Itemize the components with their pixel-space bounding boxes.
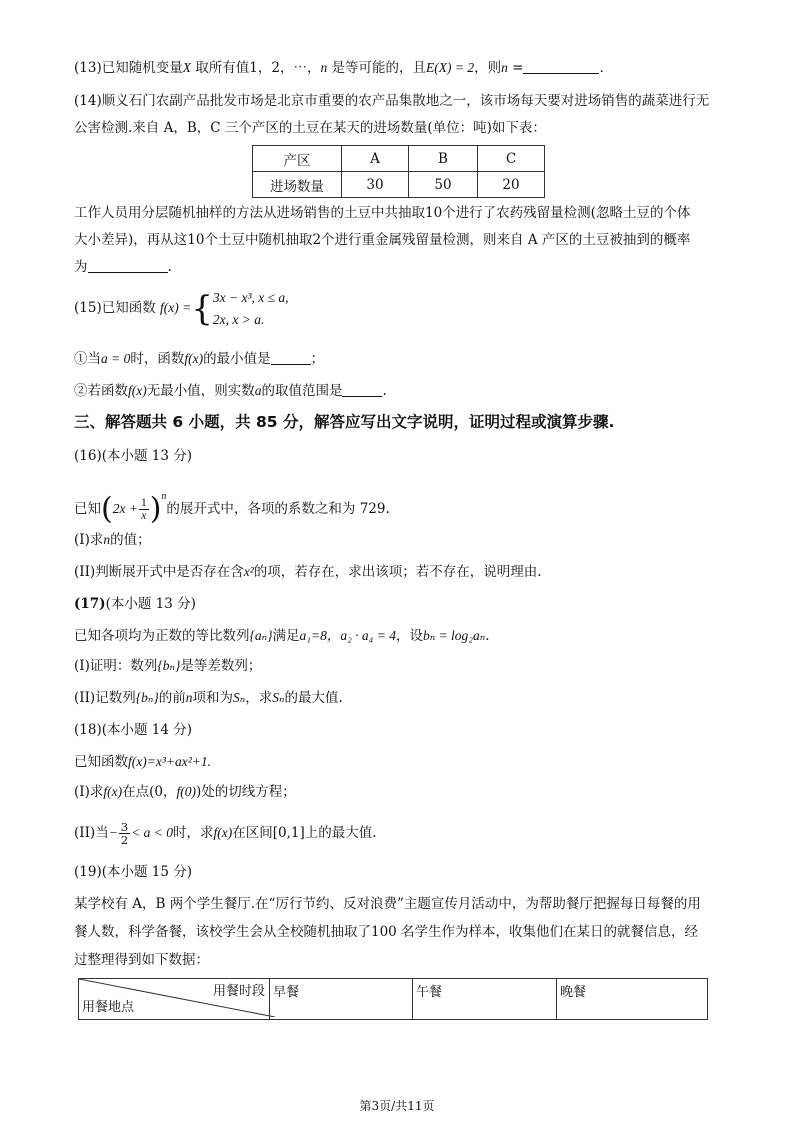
dining-table	[78, 978, 708, 1020]
q18-text: 已知函数	[74, 754, 128, 770]
q18-function: f(x)	[103, 784, 123, 799]
q17-text: ，设	[395, 628, 423, 644]
q18-text: 在点(0，	[122, 784, 177, 800]
q16-term: x²	[243, 564, 254, 579]
q15-text: ；	[310, 351, 325, 367]
q17-text: 已知各项均为正数的等比数列	[74, 628, 250, 644]
section-heading: 三、解答题共 6 小题，共 85 分，解答应写出文字说明，证明过程或演算步骤.	[74, 413, 615, 431]
table-cell: 50	[409, 172, 478, 198]
q16-text: 的项，若存在，求出该项；若不存在，说明理由.	[253, 564, 542, 580]
table-header-cell: 早餐	[270, 979, 413, 1020]
q15-function: f(x)	[184, 351, 204, 366]
question-18-part-1	[74, 782, 296, 802]
q16-text: (II)判断展开式中是否存在含	[74, 564, 244, 580]
question-16-statement	[74, 480, 390, 526]
q13-period: .	[599, 60, 604, 76]
right-paren-icon: )	[149, 491, 162, 527]
table-header-cell: A	[342, 146, 409, 172]
q18-text: )处的切线方程；	[195, 784, 296, 800]
q15-function: f(x)	[128, 383, 147, 398]
table-cell: 30	[342, 172, 409, 198]
q16-fraction	[139, 497, 149, 522]
q15-text: 的取值范围是	[261, 383, 343, 399]
q15-text: 的最小值是	[203, 351, 271, 367]
q15-condition: a = 0	[101, 351, 131, 366]
question-18-part-2	[74, 816, 377, 850]
q15-text: 时，函数	[130, 351, 185, 367]
q17-score: (本小题 13 分)	[105, 596, 196, 612]
question-15	[74, 286, 289, 331]
q14-period: .	[167, 259, 172, 275]
question-14-line-3: 工作人员用分层随机抽样的方法从进场销售的土豆中共抽取10个进行了农药残留量检测(忽略土豆的个体	[74, 205, 691, 221]
q17-text: (II)记数列	[74, 690, 136, 706]
question-19-title: (19)(本小题 15 分)	[74, 864, 193, 880]
diagonal-header-top: 用餐时段	[212, 984, 265, 999]
question-16-part-1	[74, 530, 151, 550]
q17-text: ，求	[245, 690, 273, 706]
answer-blank	[88, 258, 168, 273]
piecewise-case-1: 3x − x³, x ≤ a,	[212, 289, 289, 305]
table-header-cell: C	[478, 146, 545, 172]
table-header-cell: 产区	[253, 146, 342, 172]
q18-text: 时，求	[173, 825, 214, 841]
page-footer: 第3页/共11页	[359, 1099, 435, 1113]
q18-minus: −	[108, 825, 118, 840]
diagonal-header-bottom: 用餐地点	[82, 1000, 135, 1015]
question-17-part-1	[74, 656, 261, 676]
q17-number: (17)	[74, 596, 106, 612]
table-cell: 20	[478, 172, 545, 198]
q16-text: 已知	[74, 501, 101, 517]
q17-text: 项和为	[192, 690, 233, 706]
table-row	[253, 172, 545, 198]
q13-text: (13)已知随机变量	[74, 60, 183, 76]
q18-function: f(x)=x³+ax²+1.	[128, 754, 212, 769]
question-14-line-1: (14)顺义石门农副产品批发市场是北京市重要的农产品集散地之一，该市场每天要对进场销售的蔬菜进行无	[74, 93, 710, 109]
q17-definition: bₙ = log₂aₙ	[422, 628, 486, 643]
q16-text: 的值；	[110, 532, 151, 548]
table-header-row	[79, 979, 708, 1020]
q18-text: 在区间[0,1]上的最大值.	[232, 825, 377, 841]
q15-text: (15)已知函数	[74, 300, 161, 316]
question-13	[74, 58, 604, 78]
table-header-row	[253, 146, 545, 172]
piecewise-cases	[213, 287, 289, 331]
q16-binomial-base: 2x +	[112, 501, 138, 516]
answer-blank	[523, 59, 599, 74]
q18-fraction	[119, 821, 130, 846]
question-15-part-1	[74, 349, 324, 369]
q16-exponent: n	[161, 491, 167, 502]
q17-sum: Sₙ	[272, 690, 285, 705]
question-16-title: (16)(本小题 13 分)	[74, 448, 193, 464]
answer-blank	[342, 382, 382, 397]
question-18-statement	[74, 752, 211, 772]
q15-text: ①当	[74, 351, 101, 367]
q15-var-a: a	[254, 383, 262, 398]
question-17-statement	[74, 626, 490, 646]
q18-text: (II)当	[74, 825, 109, 841]
question-17-part-2	[74, 688, 343, 708]
diagonal-header	[79, 979, 269, 1015]
q15-function: f(x) =	[160, 300, 192, 315]
q18-value: f(0)	[176, 784, 196, 799]
q13-var-n: n	[320, 60, 328, 75]
question-19-line-3: 过整理得到如下数据：	[74, 952, 209, 968]
q17-text: 是等差数列；	[180, 658, 262, 674]
q15-text: ②若函数	[74, 383, 128, 399]
question-19-line-2: 餐人数，科学备餐，该校学生会从全校随机抽取了100 名学生作为样本，收集他们在某日的就餐信息，经	[74, 924, 699, 940]
q15-text: 无最小值，则实数	[146, 383, 255, 399]
question-19-line-1: 某学校有 A，B 两个学生餐厅.在“厉行节约、反对浪费”主题宣传月活动中，为帮助餐厅把握每日每餐的用	[74, 896, 701, 912]
table-header-cell: 午餐	[413, 979, 557, 1020]
q17-text: 的最大值.	[284, 690, 343, 706]
piecewise-case-2: 2x, x > a.	[212, 311, 265, 327]
left-paren-icon: (	[101, 491, 113, 527]
q16-var-n: n	[103, 532, 111, 547]
q13-equals: =	[507, 60, 524, 76]
question-14-line-5	[74, 257, 172, 277]
question-14-line-4: 大小差异)，再从这10个土豆中随机抽取2个进行重金属残留量检测，则来自 A 产区的土豆被抽到的概率	[74, 232, 691, 248]
table-row-label: 进场数量	[253, 172, 342, 198]
table-header-cell: 晚餐	[557, 979, 708, 1020]
q14-text: 为	[74, 259, 88, 275]
q17-text: 满足	[272, 628, 300, 644]
q16-text: (I)求	[74, 532, 104, 548]
q13-var-x: X	[182, 60, 191, 75]
q15-text: .	[382, 383, 387, 399]
q17-var-n: n	[185, 690, 193, 705]
q17-text: .	[485, 628, 490, 644]
q18-function: f(x)	[213, 825, 233, 840]
fraction-numerator: 1	[140, 497, 147, 509]
fraction-denominator: x	[141, 510, 147, 522]
question-17-title	[74, 594, 196, 614]
diagonal-header-cell	[79, 979, 270, 1020]
q17-text: 的前	[158, 690, 186, 706]
q17-condition: a₂ · a₄ = 4	[340, 628, 396, 643]
q17-sequence: {bₙ}	[135, 690, 159, 705]
q13-text: 是等可能的，且	[327, 60, 426, 76]
question-16-part-2	[74, 562, 542, 582]
q18-text: (I)求	[74, 784, 104, 800]
q16-text: 的展开式中，各项的系数之和为 729.	[166, 501, 390, 517]
fraction-numerator: 3	[120, 820, 129, 834]
question-14-line-2: 公害检测.来自 A，B，C 三个产区的土豆在某天的进场数量(单位：吨)如下表：	[74, 120, 546, 136]
q17-sequence: {aₙ}	[249, 628, 273, 643]
answer-blank	[271, 350, 311, 365]
question-15-part-2	[74, 381, 387, 401]
q13-var-n: n	[501, 60, 508, 75]
q18-inequality: < a < 0	[131, 825, 174, 840]
q13-expectation: E(X) = 2	[426, 60, 475, 75]
q17-text: (I)证明：数列	[74, 658, 158, 674]
q17-condition: a₁=8，	[299, 628, 341, 643]
q17-sequence: {bₙ}	[157, 658, 181, 673]
question-18-title: (18)(本小题 14 分)	[74, 722, 193, 738]
q13-text: ，则	[474, 60, 502, 76]
fraction-denominator: 2	[120, 833, 129, 847]
left-brace-icon: {	[191, 288, 213, 329]
q13-text: 取所有值1，2，⋯，	[190, 60, 321, 76]
table-header-cell: B	[409, 146, 478, 172]
production-table	[252, 145, 545, 198]
q17-sum: Sₙ	[232, 690, 246, 705]
